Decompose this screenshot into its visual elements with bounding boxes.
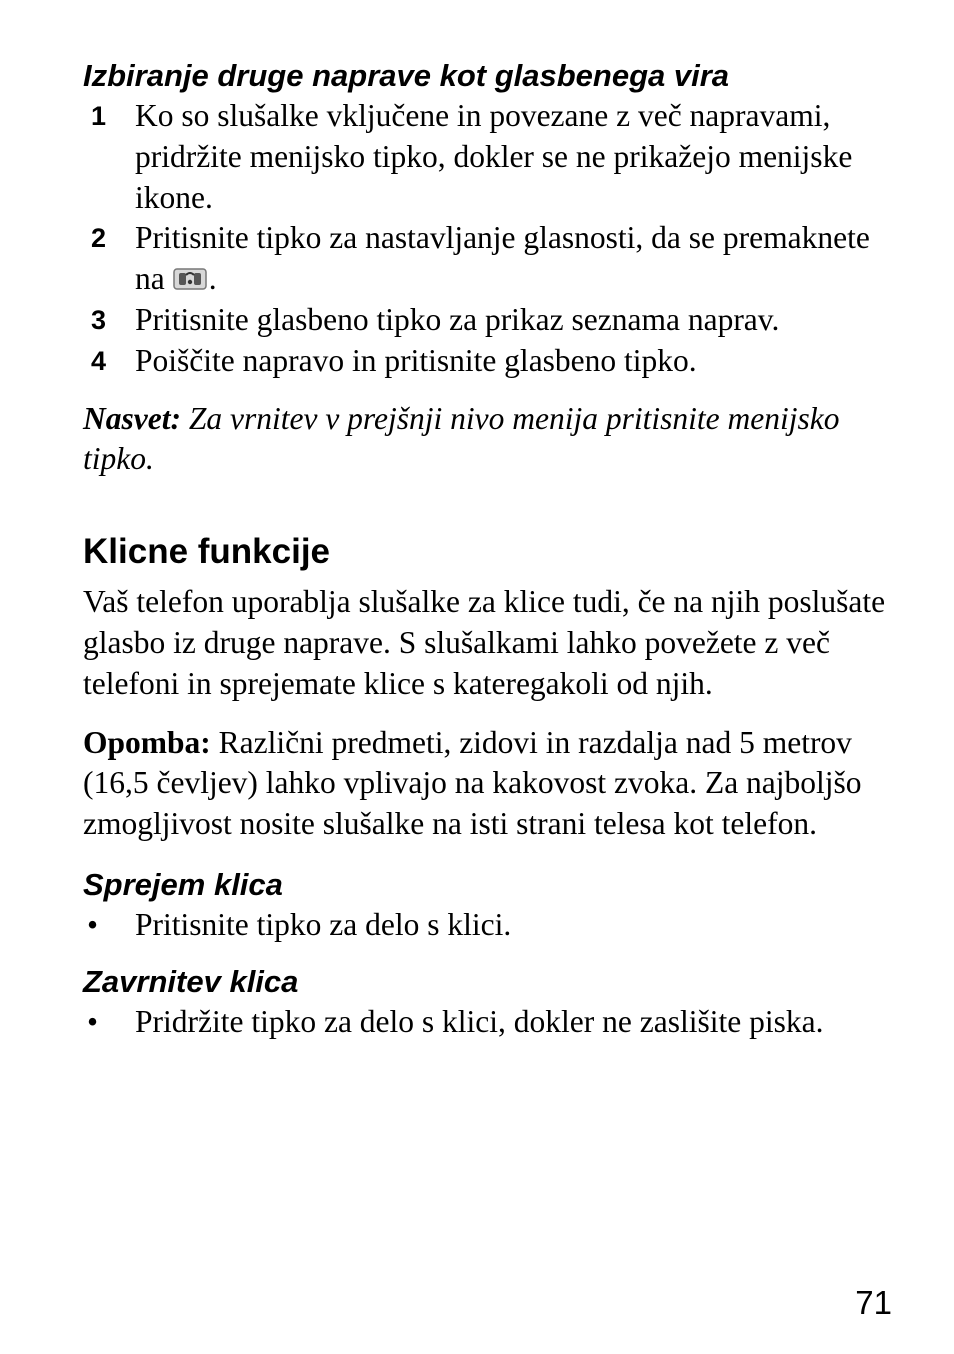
manual-page	[83, 56, 903, 1043]
step-number: 2	[91, 223, 107, 254]
note-text: Različni predmeti, zidovi in razdalja nad 5 metrov (16,5 čevljev) lahko vplivajo na kakovost zvoka. Za najboljšo zmogljivost nosite slušalke na isti strani telesa kot telefon.	[83, 724, 862, 842]
step-text	[135, 218, 903, 300]
intro-paragraph: Vaš telefon uporablja slušalke za klice tudi, če na njih poslušate glasbo iz druge naprave. S slušalkami lahko povežete z več telefoni in sprejemate klice s kateregakoli od njih.	[83, 584, 886, 701]
subsection-title-answer-call: Sprejem klica	[83, 866, 283, 902]
step-text: Poiščite napravo in pritisnite glasbeno tipko.	[135, 342, 697, 378]
bullet-item-reject-call	[83, 1002, 903, 1043]
step-text: Pritisnite glasbeno tipko za prikaz seznama naprav.	[135, 301, 780, 337]
step-text-after: .	[208, 261, 217, 297]
step-3	[83, 300, 903, 341]
step-number: 3	[91, 304, 107, 335]
tip-text: Za vrnitev v prejšnji nivo menija pritisnite menijsko tipko.	[83, 400, 840, 477]
bullet-icon: •	[87, 1003, 99, 1039]
note-label: Opomba:	[83, 724, 211, 760]
subsection-title-reject-call: Zavrnitev klica	[83, 963, 299, 999]
step-2	[83, 218, 903, 300]
bullet-item-answer-call	[83, 905, 903, 946]
bullet-icon: •	[87, 906, 99, 942]
step-number: 4	[91, 345, 107, 376]
step-4	[83, 341, 903, 382]
step-text-before: Pritisnite tipko za nastavljanje glasnosti, da se premaknete na	[135, 220, 870, 297]
section-title-select-source: Izbiranje druge naprave kot glasbenega vira	[83, 58, 730, 93]
note	[83, 723, 903, 845]
music-source-icon	[171, 262, 209, 288]
tip-label: Nasvet:	[83, 400, 181, 436]
bullet-text: Pritisnite tipko za delo s klici.	[135, 906, 512, 942]
step-text: Ko so slušalke vključene in povezane z več napravami, pridržite menijsko tipko, dokler se ne prikažejo menijske ikone.	[135, 98, 853, 215]
bullet-text: Pridržite tipko za delo s klici, dokler ne zaslišite piska.	[135, 1003, 824, 1039]
page-number: 71	[855, 1284, 892, 1321]
tip	[83, 399, 903, 481]
step-1	[83, 96, 903, 218]
section-title-call-functions: Klicne funkcije	[83, 532, 331, 572]
step-number: 1	[91, 101, 107, 131]
steps-list	[83, 96, 903, 382]
